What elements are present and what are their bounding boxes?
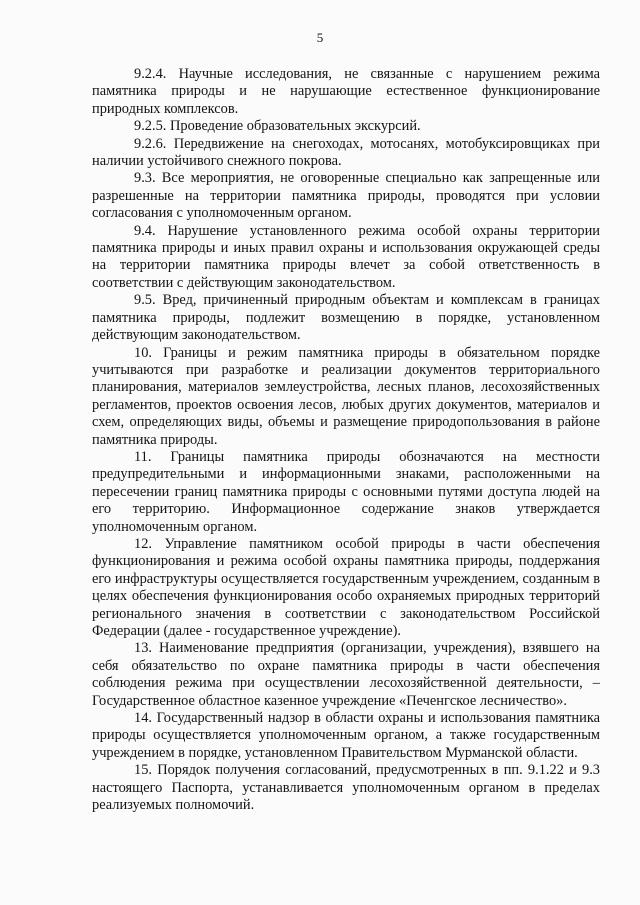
document-body [92, 66, 600, 814]
paragraph-14: 14. Государственный надзор в области охраны и использования памятника природы осуществляется уполномоченным органом, а также государственным учреждением в порядке, установленном Правительством Мурманской области. [92, 710, 600, 761]
paragraph-9-2-4: 9.2.4. Научные исследования, не связанные с нарушением режима памятника природы и не нарушающие естественное функционирование природных комплексов. [92, 66, 600, 117]
paragraph-9-2-6: 9.2.6. Передвижение на снегоходах, мотосанях, мотобуксировщиках при наличии устойчивого снежного покрова. [92, 135, 600, 170]
paragraph-13: 13. Наименование предприятия (организации, учреждения), взявшего на себя обязательство по охране памятника природы в части обеспечения соблюдения режима при осуществлении лесохозяйственной деятельности, – Государственное областное казенное учреждение «Печенгское лесничество». [92, 640, 600, 709]
page-number: 5 [316, 30, 324, 45]
paragraph-12: 12. Управление памятником особой природы в части обеспечения функционирования и режима особой охраны памятника природы, поддержания его инфраструктуры осуществляется государственным учреждением, созданным в целях обеспечения функционирования особо охраняемых природных территорий регионального значения в соответствии с законодательством Российской Федерации (далее - государственное учреждение). [92, 535, 600, 639]
paragraph-10: 10. Границы и режим памятника природы в обязательном порядке учитываются при разработке и реализации документов территориального планирования, материалов землеустройства, лесных планов, лесохозяйственных регламентов, проектов освоения лесов, любых других документов, материалов и схем, определяющих виды, объемы и размещение природопользования в районе памятника природы. [92, 344, 600, 448]
paragraph-15: 15. Порядок получения согласований, предусмотренных в пп. 9.1.22 и 9.3 настоящего Паспорта, устанавливается уполномоченным органом в пределах реализуемых полномочий. [92, 762, 600, 814]
paragraph-11: 11. Границы памятника природы обозначаются на местности предупредительными и информационными знаками, расположенными на пересечении границ памятника природы с основными путями доступа людей на его территорию. Информационное содержание знаков утверждается уполномоченным органом. [92, 448, 600, 535]
paragraph-9-2-5: 9.2.5. Проведение образовательных экскурсий. [134, 118, 421, 135]
paragraph-9-3: 9.3. Все мероприятия, не оговоренные специально как запрещенные или разрешенные на территории памятника природы, проводятся при условии согласования с уполномоченным органом. [92, 170, 600, 222]
paragraph-9-5: 9.5. Вред, причиненный природным объектам и комплексам в границах памятника природы, подлежит возмещению в порядке, установленном действующим законодательством. [92, 292, 600, 344]
paragraph-9-4: 9.4. Нарушение установленного режима особой охраны территории памятника природы и иных правил охраны и использования окружающей среды на территории памятника природы влечет за собой ответственность в соответствии с действующим законодательством. [92, 222, 600, 291]
